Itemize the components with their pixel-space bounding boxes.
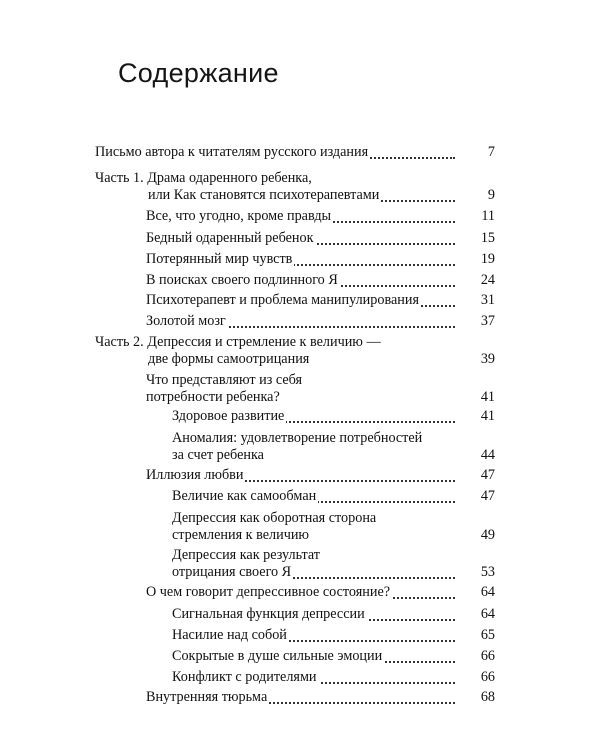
- toc-entry-title-line: две формы самоотрицания: [148, 351, 310, 367]
- toc-entry-page: 64: [461, 584, 495, 601]
- toc-entry-title-line: Часть 1. Драма одаренного ребенка,: [95, 170, 312, 186]
- toc-entry[interactable]: [146, 208, 495, 225]
- toc-entry-title: Золотой мозг: [146, 313, 226, 329]
- toc-entry-title: Насилие над собой: [172, 627, 287, 643]
- toc-entry-page: 65: [461, 627, 495, 644]
- toc-entry[interactable]: [146, 251, 495, 268]
- toc-entry-title: Величие как самообман: [172, 488, 317, 504]
- toc-entry[interactable]: [95, 170, 495, 204]
- toc-entry-title-line: Что представляют из себя: [146, 372, 303, 388]
- toc-entry-title: Письмо автора к читателям русского издания: [95, 144, 369, 160]
- toc-entry[interactable]: [172, 547, 495, 581]
- toc-entry-page: 39: [480, 351, 495, 367]
- toc-entry-title-line: стремления к величию: [172, 527, 310, 543]
- toc-entry-title-line: Часть 2. Депрессия и стремление к величию —: [95, 334, 381, 350]
- toc-entry-title: О чем говорит депрессивное состояние?: [146, 584, 391, 600]
- toc-entry-page: 44: [480, 447, 495, 463]
- toc-entry-page: 9: [461, 187, 495, 204]
- toc-entry-page: 68: [461, 689, 495, 706]
- toc-entry-page: 41: [461, 408, 495, 425]
- toc-entry[interactable]: [146, 467, 495, 484]
- toc-entry[interactable]: [95, 334, 495, 368]
- toc-entry-title-line: Депрессия как оборотная сторона: [172, 510, 377, 526]
- toc-entry-page: 15: [461, 230, 495, 247]
- toc-entry-title-line: Аномалия: удовлетворение потребностей: [172, 430, 423, 446]
- toc-entry[interactable]: [172, 606, 495, 623]
- toc-entry-page: 47: [461, 467, 495, 484]
- toc-entry[interactable]: [146, 584, 495, 601]
- toc-entry-page: 31: [461, 292, 495, 309]
- toc-entry[interactable]: [146, 313, 495, 330]
- toc-entry-page: 64: [461, 606, 495, 623]
- page-title: Содержание: [118, 58, 279, 88]
- toc-entry-page: 66: [461, 669, 495, 686]
- toc-entry-page: 53: [461, 564, 495, 581]
- toc-entry[interactable]: [172, 488, 495, 505]
- toc-entry-title: Конфликт с родителями: [172, 669, 317, 685]
- toc-entry-title-line: отрицания своего Я: [172, 564, 292, 580]
- toc-entry-page: 41: [480, 389, 495, 405]
- toc-entry-title-line: за счет ребенка: [172, 447, 264, 463]
- toc-entry-page: 19: [461, 251, 495, 268]
- toc-entry[interactable]: [146, 292, 495, 309]
- toc-entry-title: Бедный одаренный ребенок: [146, 230, 314, 246]
- toc-entry-title: Потерянный мир чувств: [146, 251, 293, 267]
- toc-entry-page: 11: [461, 208, 495, 225]
- toc-entry[interactable]: [95, 144, 495, 161]
- toc-entry-page: 37: [461, 313, 495, 330]
- toc-entry-title: Сокрытые в душе сильные эмоции: [172, 648, 383, 664]
- toc-entry-title-line: или Как становятся психотерапевтами: [148, 187, 380, 203]
- toc-entry[interactable]: [172, 648, 495, 665]
- toc-entry[interactable]: [172, 408, 495, 425]
- toc-entry-title-line: Депрессия как результат: [172, 547, 321, 563]
- toc-entry-page: 49: [480, 527, 495, 543]
- toc-entry[interactable]: [146, 372, 495, 406]
- toc-entry[interactable]: [172, 627, 495, 644]
- toc-entry[interactable]: [172, 510, 495, 544]
- toc-entry-title: Иллюзия любви: [146, 467, 244, 483]
- toc-entry[interactable]: [146, 272, 495, 289]
- toc-entry[interactable]: [146, 230, 495, 247]
- toc-entry-title: Все, что угодно, кроме правды: [146, 208, 332, 224]
- toc-entry-title: Психотерапевт и проблема манипулирования: [146, 292, 419, 308]
- toc-entry-title: Здоровое развитие: [172, 408, 285, 424]
- toc-entry[interactable]: [172, 669, 495, 686]
- toc-entry-title-line: потребности ребенка?: [146, 389, 280, 405]
- toc-entry-title: Сигнальная функция депрессии: [172, 606, 365, 622]
- toc-entry[interactable]: [146, 689, 495, 706]
- toc-entry-page: 47: [461, 488, 495, 505]
- toc-entry-page: 66: [461, 648, 495, 665]
- toc-entry-title: Внутренняя тюрьма: [146, 689, 268, 705]
- toc-entry-page: 24: [461, 272, 495, 289]
- toc-entry-title: В поисках своего подлинного Я: [146, 272, 338, 288]
- toc-entry-page: 7: [461, 144, 495, 161]
- toc-entry[interactable]: [172, 430, 495, 464]
